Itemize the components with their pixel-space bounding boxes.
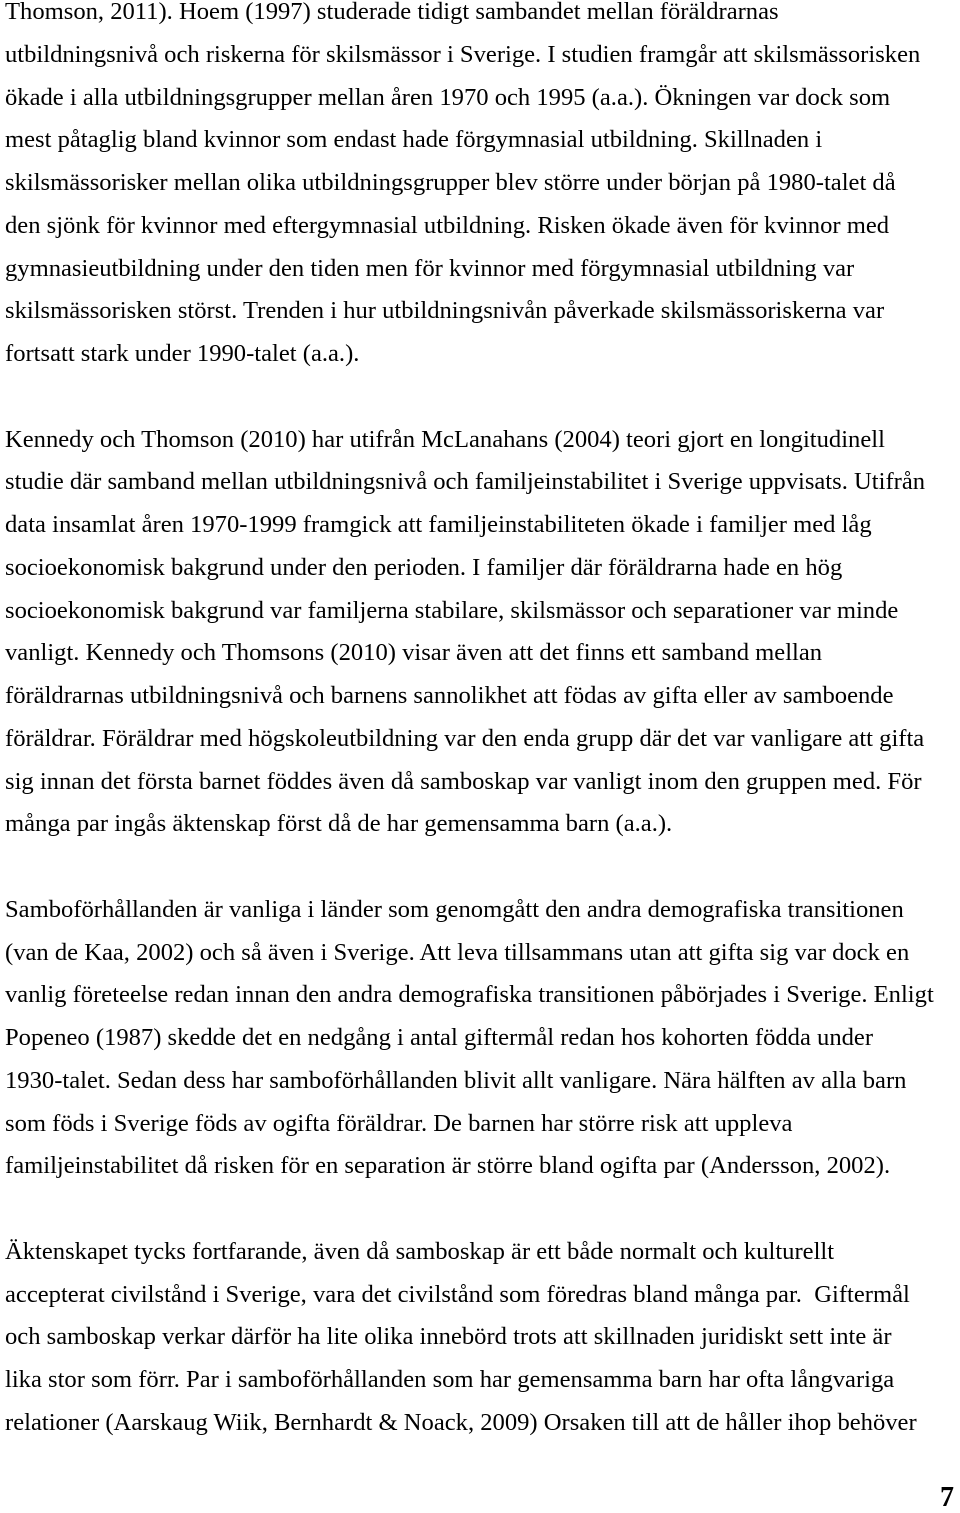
text-line: familjeinstabilitet då risken för en separation är större bland ogifta par (Andersson, 2002). (5, 1152, 891, 1180)
text-line: sig innan det första barnet föddes även då samboskap var vanligt inom den gruppen med. För (5, 767, 922, 795)
text-line: utbildningsnivå och riskerna för skilsmässor i Sverige. I studien framgår att skilsmässorisken (5, 40, 921, 68)
text-line: ökade i alla utbildningsgrupper mellan åren 1970 och 1995 (a.a.). Ökningen var dock som (5, 83, 891, 111)
text-line: vanligt. Kennedy och Thomsons (2010) visar även att det finns ett samband mellan (5, 639, 823, 667)
page-number: 7 (940, 1482, 954, 1513)
text-line: Samboförhållanden är vanliga i länder som genomgått den andra demografiska transitionen (5, 895, 904, 923)
text-line: den sjönk för kvinnor med eftergymnasial utbildning. Risken ökade även för kvinnor med (5, 211, 890, 239)
text-line: studie där samband mellan utbildningsnivå och familjeinstabilitet i Sverige uppvisats. Utifrån (5, 468, 926, 496)
text-line: data insamlat åren 1970-1999 framgick att familjeinstabiliteten ökade i familjer med låg (5, 511, 872, 538)
paragraph-2 (5, 419, 955, 847)
text-line: Kennedy och Thomson (2010) har utifrån McLanahans (2004) teori gjort en longitudinell (5, 425, 885, 453)
text-line: skilsmässorisker mellan olika utbildningsgrupper blev större under början på 1980-talet då (5, 169, 896, 196)
paragraph-4 (5, 1231, 955, 1445)
document-page (5, 0, 955, 1487)
text-line: skilsmässorisken störst. Trenden i hur utbildningsnivån påverkade skilsmässoriskerna var (5, 297, 885, 325)
paragraph-3 (5, 889, 955, 1188)
paragraph-1 (5, 0, 955, 376)
text-line: och samboskap verkar därför ha lite olika innebörd trots att skillnaden juridiskt sett inte är (5, 1323, 892, 1351)
text-line: föräldrarnas utbildningsnivå och barnens sannolikhet att födas av gifta eller av samboende (5, 682, 894, 709)
text-line: många par ingås äktenskap först då de har gemensamma barn (a.a.). (5, 810, 673, 838)
text-line: socioekonomisk bakgrund var familjerna stabilare, skilsmässor och separationer var minde (5, 596, 899, 624)
text-line: föräldrar. Föräldrar med högskoleutbildning var den enda grupp där det var vanligare att gifta (5, 724, 925, 752)
text-line: fortsatt stark under 1990-talet (a.a.). (5, 340, 360, 367)
text-line: som föds i Sverige föds av ogifta föräldrar. De barnen har större risk att uppleva (5, 1109, 793, 1137)
text-line: Thomson, 2011). Hoem (1997) studerade tidigt sambandet mellan föräldrarnas (5, 0, 779, 25)
text-line: relationer (Aarskaug Wiik, Bernhardt & Noack, 2009) Orsaken till att de håller ihop behöver (5, 1408, 917, 1436)
text-line: 1930-talet. Sedan dess har samboförhållanden blivit allt vanligare. Nära hälften av alla barn (5, 1066, 907, 1094)
text-line: mest påtaglig bland kvinnor som endast hade förgymnasial utbildning. Skillnaden i (5, 126, 823, 154)
text-line: lika stor som förr. Par i samboförhållanden som har gemensamma barn har ofta långvariga (5, 1366, 895, 1393)
text-line: Äktenskapet tycks fortfarande, även då samboskap är ett både normalt och kulturellt (5, 1237, 835, 1265)
text-line: (van de Kaa, 2002) och så även i Sverige. Att leva tillsammans utan att gifta sig var dock en (5, 938, 910, 966)
text-line: accepterat civilstånd i Sverige, vara det civilstånd som föredras bland många par. Giftermål (5, 1280, 910, 1308)
text-line: Popeneo (1987) skedde det en nedgång i antal giftermål redan hos kohorten födda under (5, 1024, 874, 1051)
text-line: socioekonomisk bakgrund under den perioden. I familjer där föräldrarna hade en hög (5, 553, 843, 581)
text-line: vanlig företeelse redan innan den andra demografiska transitionen påbörjades i Sverige. Enligt (5, 981, 934, 1009)
text-line: gymnasieutbildning under den tiden men för kvinnor med förgymnasial utbildning var (5, 254, 855, 282)
